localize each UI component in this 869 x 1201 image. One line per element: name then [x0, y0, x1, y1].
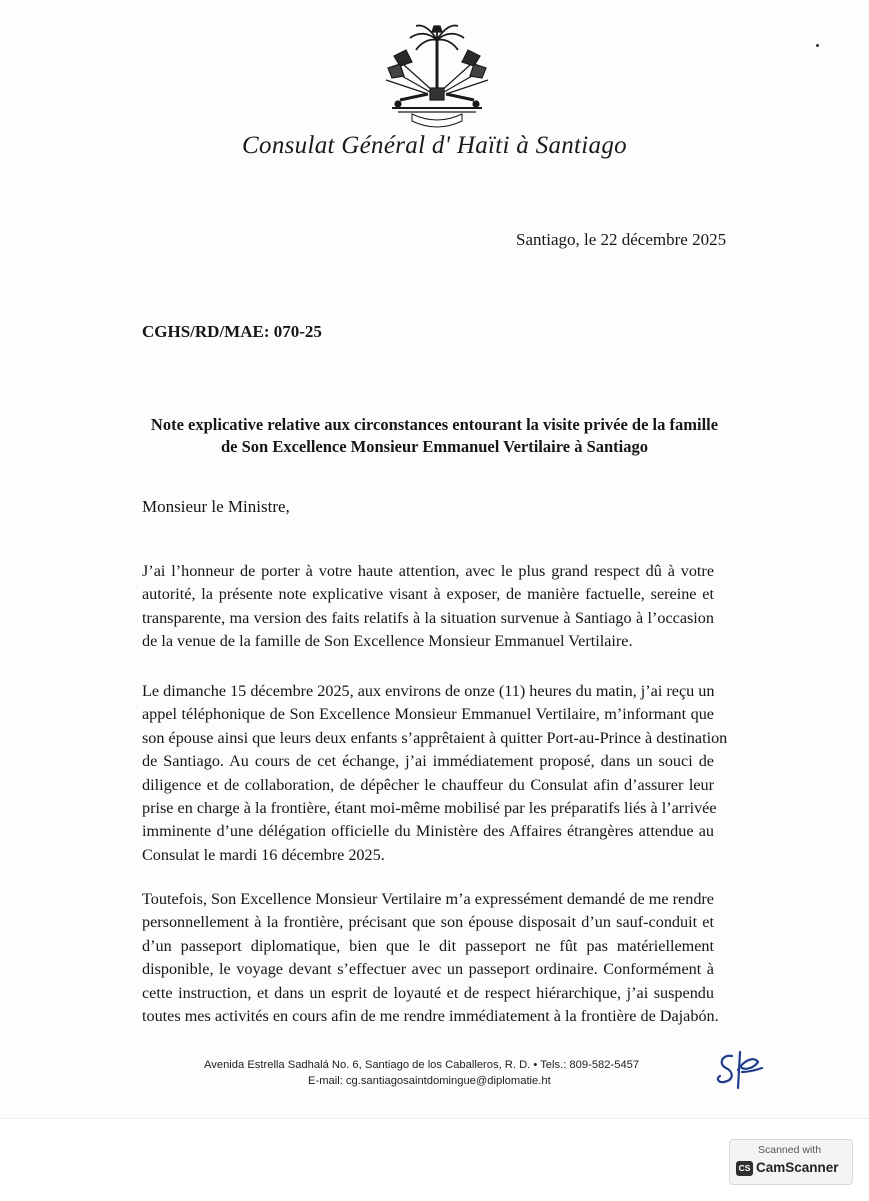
- letter-subject: [0, 414, 869, 458]
- paragraph-line: prise en charge à la frontière, étant moi-même mobilisé par les préparatifs liés à l’arrivée: [142, 799, 717, 818]
- scanned-with-label: Scanned with: [758, 1144, 822, 1156]
- signature-icon: [712, 1046, 768, 1094]
- scan-speck: [816, 44, 819, 47]
- subject-line: de Son Excellence Monsieur Emmanuel Vertilaire à Santiago: [220, 437, 648, 456]
- camscanner-name: CamScanner: [756, 1160, 839, 1175]
- haiti-coat-of-arms-icon: [378, 22, 496, 132]
- reference-number: CGHS/RD/MAE: 070-25: [142, 322, 322, 341]
- footer-address: Avenida Estrella Sadhalá No. 6, Santiago de los Caballeros, R. D. • Tels.: 809-582-5457: [204, 1059, 640, 1071]
- paragraph-line: de la venue de la famille de Son Excellence Monsieur Emmanuel Vertilaire.: [142, 632, 633, 651]
- paragraph-line: toutes mes activités en cours afin de me rendre immédiatement à la frontière de Dajabón.: [142, 1007, 719, 1026]
- paragraph-line: cette instruction, et dans un esprit de loyauté et de respect hiérarchique, j’ai suspendu: [142, 983, 714, 1002]
- camscanner-watermark: [729, 1139, 853, 1185]
- paragraph-3: [142, 888, 719, 1028]
- paragraph-line: autorité, la présente note explicative visant à exposer, de manière factuelle, sereine et: [142, 585, 714, 604]
- letter-date: Santiago, le 22 décembre 2025: [516, 230, 727, 249]
- camscanner-logo-icon: CS: [736, 1161, 753, 1176]
- paragraph-line: imminente d’une délégation officielle du Ministère des Affaires étrangères attendue au: [142, 822, 714, 841]
- paragraph-line: Le dimanche 15 décembre 2025, aux environs de onze (11) heures du matin, j’ai reçu un: [142, 682, 715, 700]
- paragraph-line: son épouse ainsi que leurs deux enfants s’apprêtaient à quitter Port-au-Prince à destination: [142, 728, 728, 747]
- paragraph-line: transparente, ma version des faits relatifs à la situation survenue à Santiago à l’occasion: [142, 608, 714, 627]
- paragraph-1: [142, 560, 714, 654]
- paragraph-line: Consulat le mardi 16 décembre 2025.: [142, 845, 385, 864]
- footer-email: E-mail: cg.santiagosaintdomingue@diplomatie.ht: [308, 1075, 551, 1087]
- paragraph-2: [142, 680, 728, 867]
- paragraph-line: J’ai l’honneur de porter à votre haute attention, avec le plus grand respect dû à votre: [142, 562, 714, 580]
- salutation: Monsieur le Ministre,: [142, 497, 290, 516]
- paragraph-line: Toutefois, Son Excellence Monsieur Vertilaire m’a expressément demandé de me rendre: [142, 890, 714, 908]
- paragraph-line: appel téléphonique de Son Excellence Monsieur Emmanuel Vertilaire, m’informant que: [142, 705, 714, 724]
- paragraph-line: de Santiago. Au cours de cet échange, j’ai immédiatement proposé, dans un souci de: [142, 752, 714, 771]
- consulate-header-title: Consulat Général d' Haïti à Santiago: [242, 132, 627, 159]
- subject-line: Note explicative relative aux circonstances entourant la visite privée de la famille: [150, 415, 719, 434]
- paragraph-line: diligence et de collaboration, de dépêcher le chauffeur du Consulat afin d’assurer leur: [142, 775, 714, 794]
- paragraph-line: d’un passeport diplomatique, bien que le dit passeport ne fût pas matériellement: [142, 936, 714, 955]
- paragraph-line: personnellement à la frontière, précisant que son épouse disposait d’un sauf-conduit et: [142, 913, 714, 932]
- paragraph-line: disponible, le voyage devant s’effectuer avec un passeport ordinaire. Conformément à: [142, 960, 714, 979]
